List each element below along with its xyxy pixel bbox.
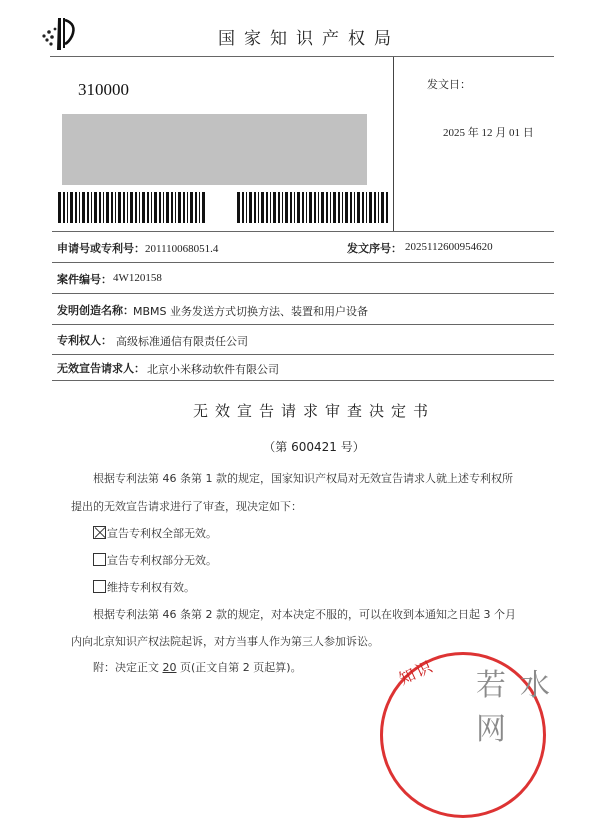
- option-label: 宣告专利权部分无效。: [107, 554, 217, 567]
- option-label: 宣告专利权全部无效。: [107, 527, 217, 540]
- serial-number: 2025112600954620: [405, 241, 493, 253]
- invention-title-label: 发明创造名称：: [57, 304, 134, 317]
- checkbox-unchecked-icon[interactable]: [93, 580, 106, 593]
- row-divider-1: [52, 262, 554, 263]
- paragraph-1-line-2: 提出的无效宣告请求进行了审查，现决定如下：: [71, 500, 302, 513]
- address-divider: [393, 57, 394, 232]
- application-number: 201110068051.4: [145, 243, 219, 255]
- row-divider-2: [52, 293, 554, 294]
- watermark: 若水网: [476, 668, 564, 747]
- attachment-note: [93, 659, 302, 675]
- agency-name: 国家知识产权局: [218, 29, 400, 49]
- attachment-suffix: 页(正文自第 2 页起算)。: [176, 661, 302, 674]
- option-invalid-all[interactable]: [93, 525, 217, 541]
- patentee-label: 专利权人：: [57, 334, 112, 347]
- option-label: 维持专利权有效。: [107, 581, 195, 594]
- issue-date-label: 发文日：: [427, 78, 471, 91]
- paragraph-2-line-2: 内向北京知识产权法院起诉，对方当事人作为第三人参加诉讼。: [71, 635, 379, 648]
- option-invalid-partial[interactable]: [93, 552, 217, 568]
- attachment-pages: 20: [162, 661, 177, 674]
- patentee-row: [57, 332, 112, 348]
- case-number: 4W120158: [113, 272, 162, 284]
- option-maintain-valid[interactable]: [93, 579, 195, 595]
- invention-title-row: [57, 302, 134, 318]
- requester-row: [57, 360, 145, 376]
- application-number-row: [57, 240, 218, 256]
- redacted-address-box: [62, 114, 367, 185]
- invention-title: MBMS 业务发送方式切换方法、装置和用户设备: [133, 305, 369, 318]
- paragraph-2-line-1: 根据专利法第 46 条第 2 款的规定，对本决定不服的，可以在收到本通知之日起 3 个月: [93, 608, 516, 621]
- serial-number-label: 发文序号：: [347, 242, 402, 255]
- postcode: 310000: [78, 80, 129, 99]
- row-divider-5: [52, 380, 554, 381]
- issue-date: 2025 年 12 月 01 日: [443, 127, 534, 139]
- paragraph-1-line-1: 根据专利法第 46 条第 1 款的规定，国家知识产权局对无效宣告请求人就上述专利权所: [93, 472, 513, 485]
- case-number-row: [57, 271, 112, 287]
- barcode-left: [58, 192, 208, 223]
- decision-number: （第 600421 号）: [263, 440, 365, 454]
- checkbox-checked-icon[interactable]: [93, 526, 106, 539]
- header-divider: [50, 56, 554, 57]
- barcode-right: [237, 192, 392, 223]
- decision-title: 无效宣告请求审查决定书: [192, 402, 435, 420]
- attachment-prefix: 附：决定正文: [93, 661, 163, 674]
- row-divider-4: [52, 354, 554, 355]
- serial-number-row: [347, 240, 402, 256]
- requester: 北京小米移动软件有限公司: [147, 363, 279, 376]
- address-bottom-divider: [52, 231, 554, 232]
- row-divider-3: [52, 324, 554, 325]
- official-seal-text: 知识: [396, 656, 437, 689]
- requester-label: 无效宣告请求人：: [57, 362, 145, 375]
- application-number-label: 申请号或专利号：: [57, 242, 145, 255]
- case-number-label: 案件编号：: [57, 273, 112, 286]
- patentee: 高级标准通信有限责任公司: [116, 335, 248, 348]
- checkbox-unchecked-icon[interactable]: [93, 553, 106, 566]
